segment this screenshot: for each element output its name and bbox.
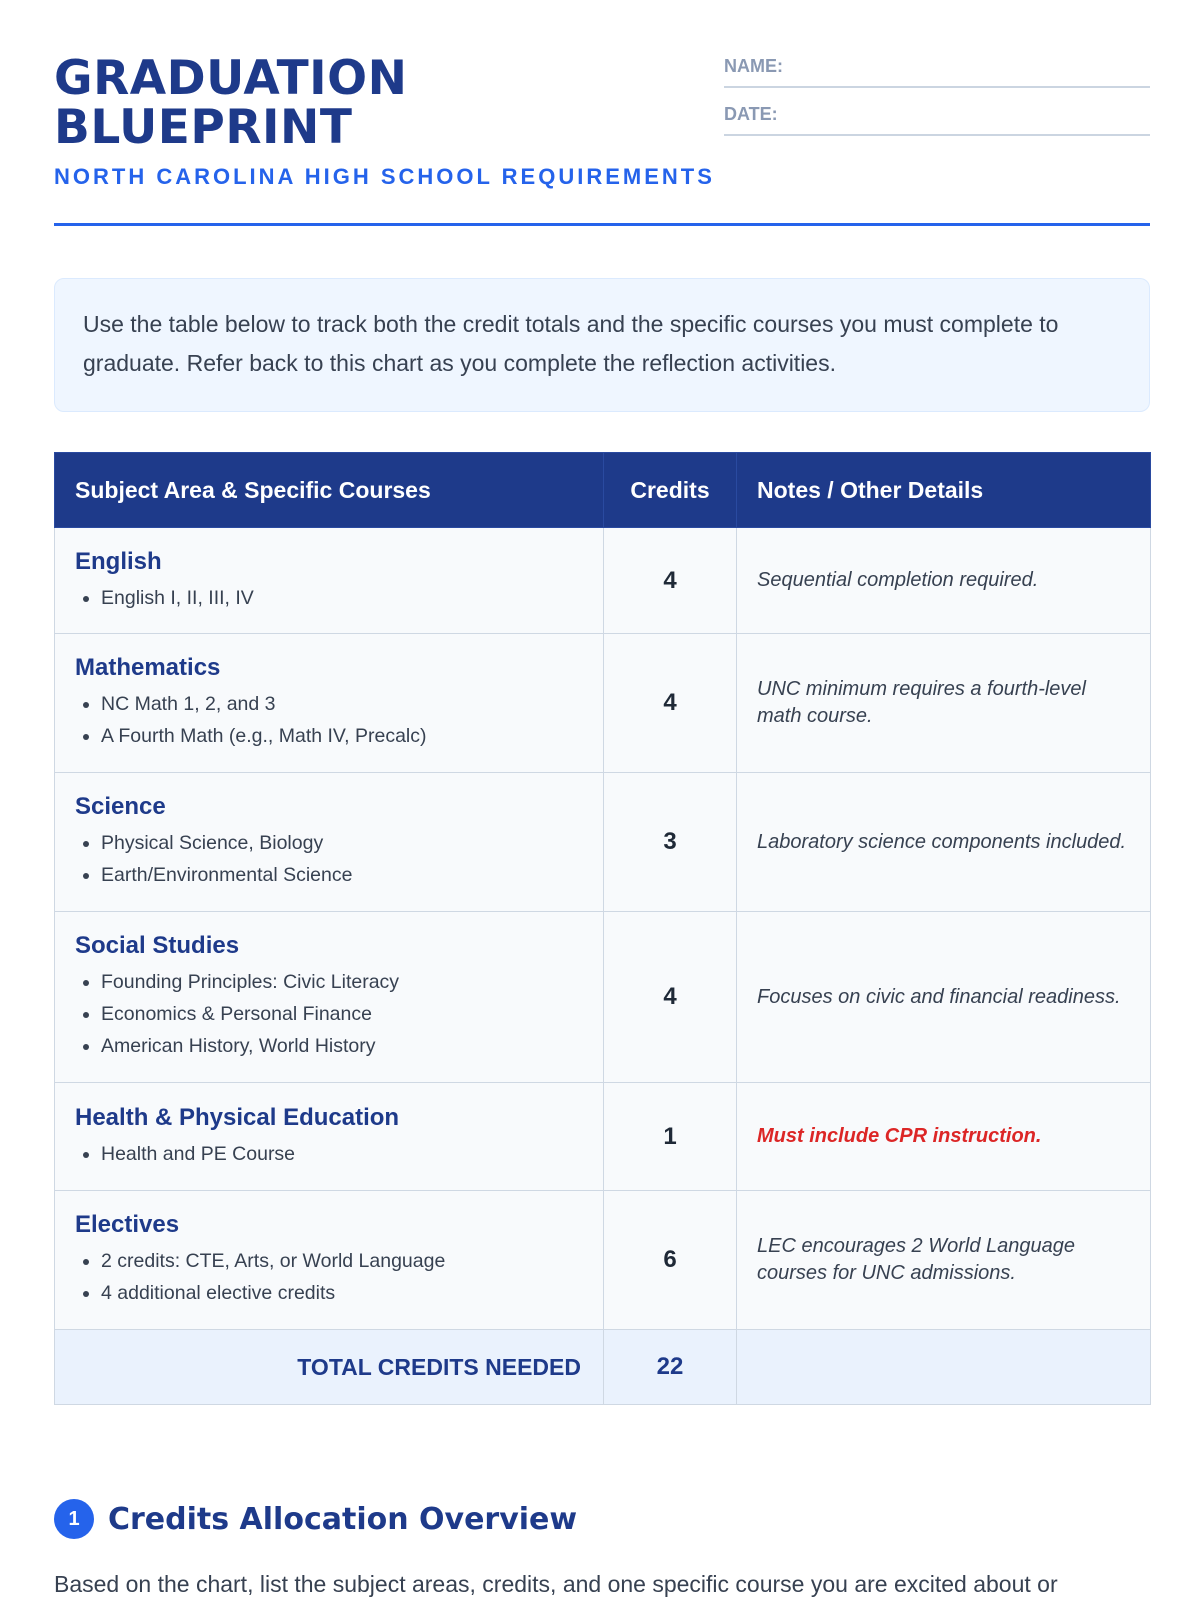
table-row-mathematics [55, 634, 1151, 773]
total-credits-value: 22 [604, 1330, 737, 1405]
note-cell: Sequential completion required. [737, 528, 1151, 634]
table-header-row [55, 453, 1151, 528]
course-item: • 2 credits: CTE, Arts, or World Language [101, 1245, 583, 1277]
course-list [75, 966, 583, 1062]
name-label: NAME: [724, 56, 783, 76]
credits-cell: 1 [604, 1083, 737, 1191]
subject-name: Electives [75, 1211, 180, 1238]
subject-name: English [75, 547, 162, 575]
subject-name: Mathematics [75, 654, 221, 681]
course-item: • Health and PE Course [101, 1138, 583, 1170]
subject-cell [55, 773, 604, 912]
course-item: • Physical Science, Biology [101, 827, 583, 859]
date-label: DATE: [724, 104, 778, 124]
credits-column-header: Credits [604, 453, 737, 528]
course-item: • Earth/Environmental Science [101, 859, 583, 891]
header [54, 0, 1150, 226]
subject-name: Social Studies [75, 932, 240, 959]
page [54, 0, 1150, 1597]
note-cell: Focuses on civic and financial readiness. [737, 912, 1151, 1083]
subject-cell [55, 634, 604, 773]
course-item: • American History, World History [101, 1030, 583, 1062]
table-row-english [55, 528, 1151, 634]
credits-cell: 4 [604, 634, 737, 773]
credits-cell: 4 [604, 528, 737, 634]
requirements-table [54, 452, 1151, 1405]
subject-column-header: Subject Area & Specific Courses [55, 453, 604, 528]
credits-cell: 4 [604, 912, 737, 1083]
note-cell: UNC minimum requires a fourth-level math course. [737, 634, 1151, 773]
notes-column-header: Notes / Other Details [737, 453, 1151, 528]
subject-cell [55, 528, 604, 634]
course-item: • Economics & Personal Finance [101, 998, 583, 1030]
note-cell: Laboratory science components included. [737, 773, 1151, 912]
note-cell-alert: Must include CPR instruction. [737, 1083, 1151, 1191]
course-item: • A Fourth Math (e.g., Math IV, Precalc) [101, 720, 583, 752]
section-instructions: Based on the chart, list the subject areas, credits, and one specific course you are excited about or [54, 1571, 1058, 1597]
table-row-social-studies [55, 912, 1151, 1083]
title-line-1: GRADUATION [54, 51, 408, 106]
name-field[interactable] [724, 52, 1150, 88]
course-item: • NC Math 1, 2, and 3 [101, 688, 583, 720]
course-list [75, 688, 583, 752]
course-item: • 4 additional elective credits [101, 1277, 583, 1309]
note-cell: LEC encourages 2 World Language courses for UNC admissions. [737, 1191, 1151, 1330]
course-list [75, 582, 583, 614]
course-list [75, 827, 583, 891]
subject-name: Science [75, 793, 166, 820]
subject-cell [55, 1191, 604, 1330]
subject-cell [55, 1083, 604, 1191]
course-list [75, 1138, 583, 1170]
table-row-science [55, 773, 1151, 912]
credits-cell: 6 [604, 1191, 737, 1330]
credits-cell: 3 [604, 773, 737, 912]
section-title: Credits Allocation Overview [108, 1501, 578, 1537]
total-credits-label: TOTAL CREDITS NEEDED [55, 1330, 604, 1405]
table-row-electives [55, 1191, 1151, 1330]
step-number-badge: 1 [54, 1499, 94, 1539]
course-item: • Founding Principles: Civic Literacy [101, 966, 583, 998]
table-row-health-pe [55, 1083, 1151, 1191]
date-field[interactable] [724, 100, 1150, 136]
course-list [75, 1245, 583, 1309]
subject-name: Health & Physical Education [75, 1103, 400, 1131]
page-title [54, 51, 474, 155]
intro-callout: Use the table below to track both the credit totals and the specific courses you must complete to graduate. Refer back to this chart as you complete the reflection activities. [54, 278, 1150, 412]
page-subtitle: NORTH CAROLINA HIGH SCHOOL REQUIREMENTS [54, 164, 715, 189]
course-item: • English I, II, III, IV [101, 582, 583, 614]
table-total-row [55, 1330, 1151, 1405]
subject-cell [55, 912, 604, 1083]
total-notes-empty [737, 1330, 1151, 1405]
section-header [54, 1498, 577, 1540]
title-line-2: BLUEPRINT [54, 100, 353, 155]
